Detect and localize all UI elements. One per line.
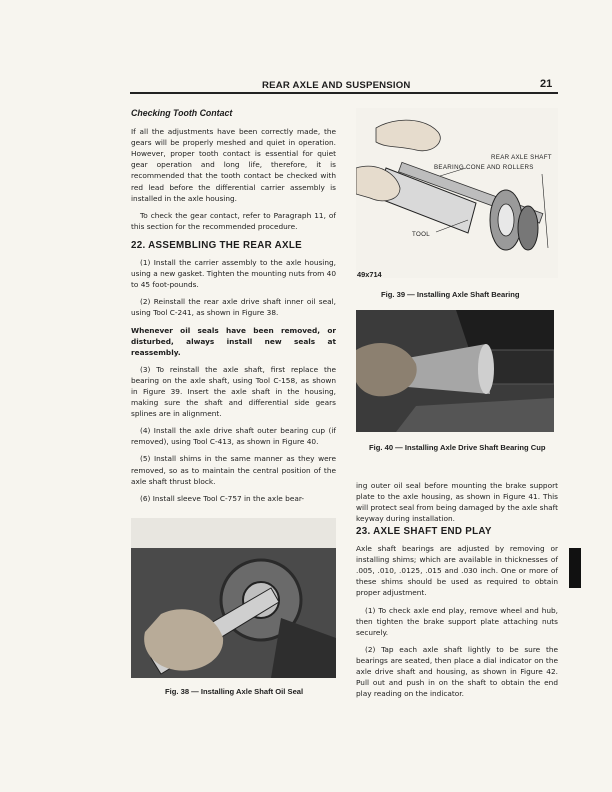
- section-22-heading: 22. ASSEMBLING THE REAR AXLE: [131, 239, 302, 251]
- figure-40-photo: [356, 310, 554, 432]
- header-rule: [130, 92, 558, 94]
- right-section-23: [356, 526, 558, 705]
- paragraph-tooth-contact: If all the adjustments have been correctly made, the gears will be properly meshed and quiet in operation. However, proper tooth contact is essential for quiet gear operation and long life, therefore, it is recommended that the tooth contact be checked with red lead before the differential carrier assembly is installed in the axle housing.: [131, 127, 336, 203]
- paragraph-shims: Axle shaft bearings are adjusted by removing or installing shims; which are available in thicknesses of .005, .010, .0125, .015 and .030 inch. One or more of these shims should be used as required to obtain proper adjustment.: [356, 544, 558, 598]
- right-continuation-text: [356, 480, 558, 530]
- step-2-reinstall-oil-seal: (2) Reinstall the rear axle drive shaft inner oil seal, using Tool C-241, as shown in Figure 38.: [131, 297, 336, 318]
- subheading-checking-tooth-contact: Checking Tooth Contact: [131, 108, 233, 118]
- label-rear-axle-shaft: REAR AXLE SHAFT: [491, 154, 552, 161]
- section-thumb-tab: [569, 548, 581, 588]
- section-23-heading: 23. AXLE SHAFT END PLAY: [356, 526, 492, 537]
- figure-40-caption: Fig. 40 — Installing Axle Drive Shaft Bearing Cup: [369, 443, 546, 452]
- step-3-reinstall-axle-shaft: (3) To reinstall the axle shaft, first replace the bearing on the axle shaft, using Tool C-158, as shown in Figure 39. Insert the axle shaft in the housing, making sure the shaft and differential side gears splines are in alignment.: [131, 364, 336, 419]
- left-text-column: [131, 108, 336, 510]
- label-tool: TOOL: [412, 231, 430, 238]
- step-4-install-bearing-cup: (4) Install the axle drive shaft outer bearing cup (if removed), using Tool C-413, as shown in Figure 40.: [131, 426, 336, 447]
- warning-new-seals: Whenever oil seals have been removed, or disturbed, always install new seals at reassembly.: [131, 325, 336, 357]
- running-header-title: REAR AXLE AND SUSPENSION: [262, 80, 411, 91]
- step-1-install-carrier: (1) Install the carrier assembly to the axle housing, using a new gasket. Tighten the mounting nuts from 40 to 45 foot-pounds.: [131, 258, 336, 290]
- figure-38-photo: [131, 518, 336, 678]
- figure-39-illustration: [356, 108, 558, 278]
- step-6-install-sleeve-tool: (6) Install sleeve Tool C-757 in the axle bear-: [140, 493, 305, 503]
- figure-39-drawing: [356, 108, 558, 278]
- figure-38-image: [131, 518, 336, 678]
- paragraph-continuation-oil-seal: ing outer oil seal before mounting the brake support plate to the axle housing, as shown in Figure 41. This will protect seal from being damaged by the axle shaft keyway during installation.: [356, 481, 558, 524]
- figure-39-code: 49x714: [357, 270, 382, 279]
- figure-40-image: [356, 310, 554, 432]
- step-2-dial-indicator: (2) Tap each axle shaft lightly to be sure the bearings are seated, then place a dial indicator on the axle drive shaft and housing, as shown in Figure 42. Pull out and push in on the shaft to obtain the end play reading on the indicator.: [356, 644, 558, 699]
- paragraph-check-gear-contact: To check the gear contact, refer to Paragraph 11, of this section for the recommended procedure.: [131, 210, 336, 231]
- page-number: 21: [540, 78, 553, 90]
- step-1-check-end-play: (1) To check axle end play, remove wheel and hub, then tighten the brake support plate attaching nuts securely.: [356, 605, 558, 637]
- step-5-install-shims: (5) Install shims in the same manner as they were removed, so as to maintain the central position of the axle shaft thrust block.: [131, 454, 336, 486]
- hand-top-shape: [376, 120, 440, 151]
- figure-39-caption: Fig. 39 — Installing Axle Shaft Bearing: [381, 290, 520, 299]
- label-bearing-cone: BEARING CONE AND ROLLERS: [434, 164, 534, 171]
- figure-38-caption: Fig. 38 — Installing Axle Shaft Oil Seal: [165, 687, 304, 696]
